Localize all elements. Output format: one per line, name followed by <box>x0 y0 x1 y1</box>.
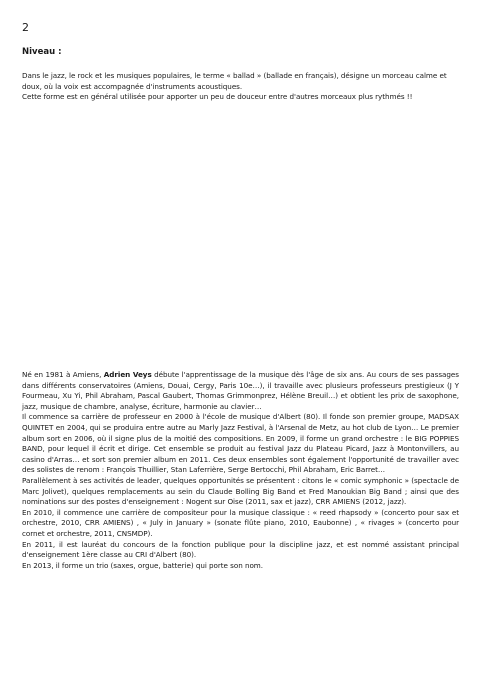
intro-paragraph-definition: Dans le jazz, le rock et les musiques populaires, le terme « ballad » (ballade en français), désigne un morceau calme et doux, où la voix est accompagnée d'instruments acoustiques. <box>22 71 447 91</box>
section-heading-level: Niveau : <box>22 47 62 57</box>
page-number: 2 <box>22 21 30 34</box>
intro-text <box>22 71 459 103</box>
artist-name: Adrien Veys <box>103 370 152 379</box>
bio-paragraph-trio: En 2013, il forme un trio (saxes, orgue, batterie) qui porte son nom. <box>22 560 263 570</box>
bio-paragraph-early-life <box>22 370 459 412</box>
bio-studies-text: débute l'apprentissage de la musique dès l'âge de six ans. Au cours de ses passages dans différents conservatoires (Amiens, Douai, Cergy, Paris 10e…), il travaille avec plusieurs professeurs prestigieux (J Y Fourmeau, Xu Yi, Phil Abraham, Pascal Gaubert, Thomas Grimmonprez, Hélène Breuil…) et obtient les prix de saxophone, jazz, musique de chambre, analyse, écriture, harmonie au clavier… <box>22 370 459 411</box>
bio-paragraph-laureate: En 2011, il est lauréat du concours de la fonction publique pour la discipline jazz, et est nommé assistant principal d'enseignement 1ère classe au CRI d'Albert (80). <box>22 539 459 560</box>
intro-paragraph-usage: Cette forme est en général utilisée pour apporter un peu de douceur entre d'autres morceaux plus rythmés !! <box>22 92 413 102</box>
bio-paragraph-leader: Parallèlement à ses activités de leader, quelques opportunités se présentent : citons le « comic symphonic » (spectacle de Marc Jolivet), quelques remplacements au sein du Claude Bolling Big Band et Fred Manoukian Big Band ; ainsi que des nominations sur des postes d'enseignement : Nogent sur Oise (2011, sax et jazz), CRR AMIENS (2012, jazz). <box>22 475 459 507</box>
bio-paragraph-teaching: Il commence sa carrière de professeur en 2000 à l'école de musique d'Albert (80). Il fonde son premier groupe, MADSAX QUINTET en 2004, qui se produira entre autre au Marly Jazz Festival, à l'Arsenal de Metz, au hot club de Lyon… Le premier album sort en 2006, où il signe plus de la moitié des compositions. En 2009, il forme un grand orchestre : le BIG POPPIES BAND, pour lequel il écrit et dirige. Cet ensemble se produit au festival Jazz du Plateau Picard, Jazz à Montonvillers, au casino d'Arras… et sort son premier album en 2011. Ces deux ensembles sont également l'opportunité de travailler avec des solistes de renom : François Thuillier, Stan Laferrière, Serge Bertocchi, Phil Abraham, Eric Barret… <box>22 412 459 475</box>
biography <box>22 370 459 571</box>
bio-intro-text: Né en 1981 à Amiens, <box>22 370 104 379</box>
bio-paragraph-composer: En 2010, il commence une carrière de compositeur pour la musique classique : « reed rhapsody » (concerto pour sax et orchestre, 2010, CRR AMIENS) , « July in January » (sonate flûte piano, 2010, Eaubonne) , « rivages » (concerto pour cornet et orchestre, 2011, CNSMDP). <box>22 507 459 538</box>
